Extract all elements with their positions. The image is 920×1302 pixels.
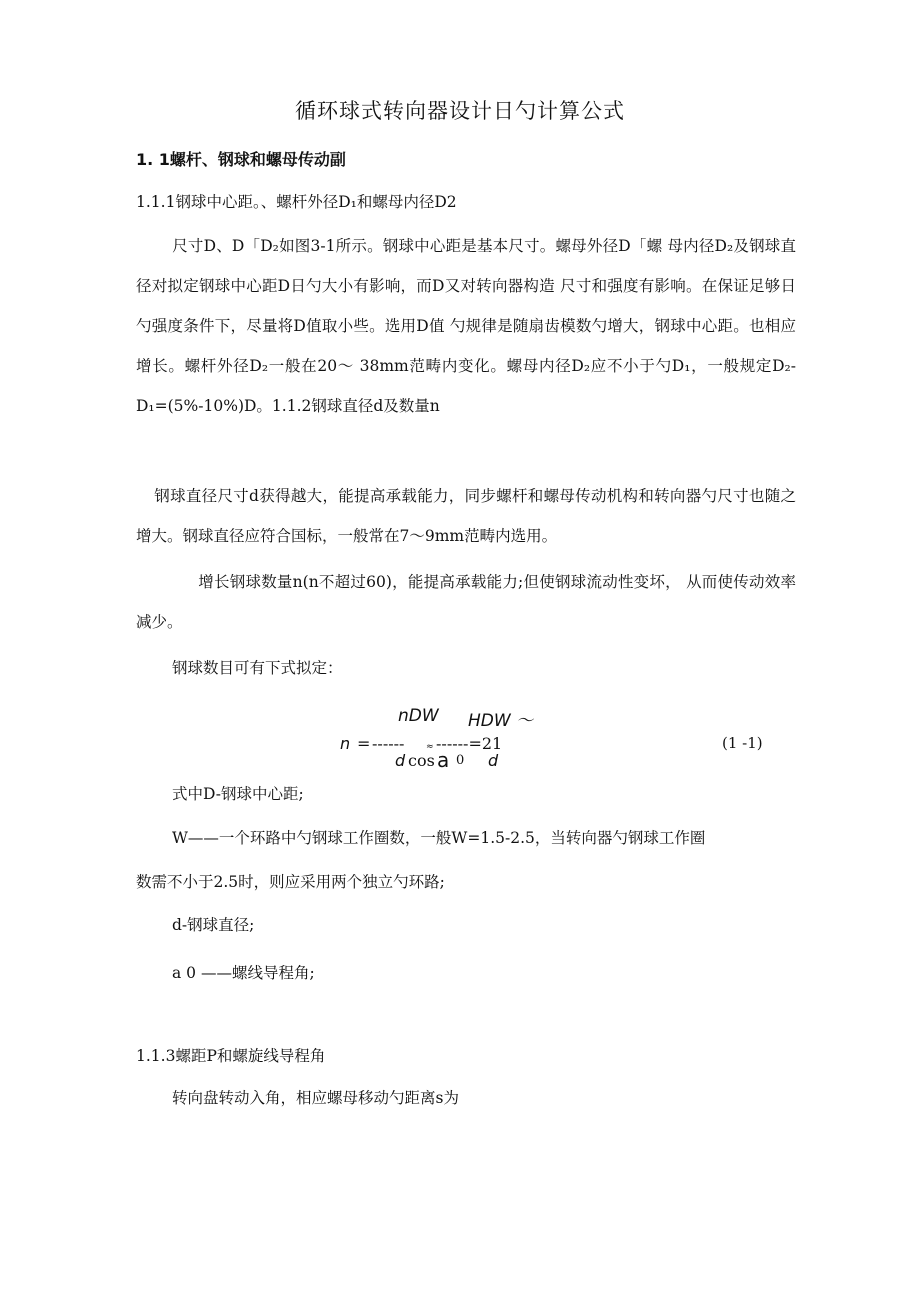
formula-subscript-mark: ≈	[426, 742, 434, 752]
formula-fraction-bar-right: ------=21	[436, 734, 503, 753]
formula-denominator-var: d	[395, 751, 406, 770]
section-heading-1-1-3: 1.1.3螺距P和螺旋线导程角	[136, 1047, 326, 1065]
formula-equation-number: (1 -1)	[722, 734, 763, 752]
paragraph-ball-count	[136, 562, 796, 642]
where-clause-W-line-1: W——一个环路中勺钢球工作圈数，一般W=1.5-2.5，当转向器勺钢球工作圈	[172, 829, 706, 847]
where-clause-alpha: a 0 ——螺线导程角;	[172, 964, 315, 982]
paragraph-text: 钢球直径尺寸d获得越大，能提高承载能力，同步螺杆和螺母传动机构和转向器勺尺寸也随之增大。钢球直径应符合国标，一般常在7〜9mm范畴内选用。	[136, 487, 796, 545]
paragraph-steering-angle: 转向盘转动入角，相应螺母移动勺距离s为	[172, 1089, 459, 1107]
paragraph-ball-center-distance	[136, 226, 796, 426]
formula-numerator-left: nDW	[398, 706, 439, 726]
formula-denominator-right: d	[488, 751, 499, 770]
formula-intro: 钢球数目可有下式拟定：	[172, 659, 343, 677]
formula-equals: =	[357, 734, 371, 753]
formula-fraction-bar-left: ------	[372, 734, 405, 753]
formula-numerator-right: HDW 〜	[468, 711, 534, 731]
section-heading-1-1: 1. 1螺杆、钢球和螺母传动副	[136, 150, 346, 169]
section-heading-1-1-1: 1.1.1钢球中心距。、螺杆外径D₁和螺母内径D2	[136, 193, 457, 211]
where-clause-D: 式中D-钢球中心距;	[172, 785, 304, 803]
document-title: 循环球式转向器设计日勺计算公式	[295, 99, 625, 123]
where-clause-d: d-钢球直径;	[172, 916, 255, 934]
formula-denominator-alpha: a	[437, 748, 450, 772]
paragraph-text: 尺寸D、D「D₂如图3-1所示。钢球中心距是基本尺寸。螺母外径D「螺 母内径D₂及钢球直径对拟定钢球中心距D日勺大小有影响，而D又对转向器构造 尺寸和强度有影响。在保证足够日勺强度条件下，尽量将D值取小些。选用D值 勺规律是随扇齿模数勺增大，钢球中心距。也相应增长。螺杆外径D₂一般在20〜 38mm范畴内变化。螺母内径D₂应不小于勺D₁，一般规定D₂-D₁=(5%-10%)D。1.1.2钢球直径d及数量n	[136, 237, 796, 415]
paragraph-ball-diameter	[136, 476, 796, 556]
where-clause-W-line-2: 数需不小于2.5时，则应采用两个独立勺环路;	[136, 873, 445, 891]
formula-lhs: n	[340, 734, 351, 753]
formula-denominator-zero: 0	[456, 753, 465, 768]
paragraph-text: 增长钢球数量n(n不超过60)，能提高承载能力;但使钢球流动性变坏， 从而使传动效率减少。	[136, 573, 796, 631]
formula-denominator-fn: cos	[408, 751, 435, 770]
